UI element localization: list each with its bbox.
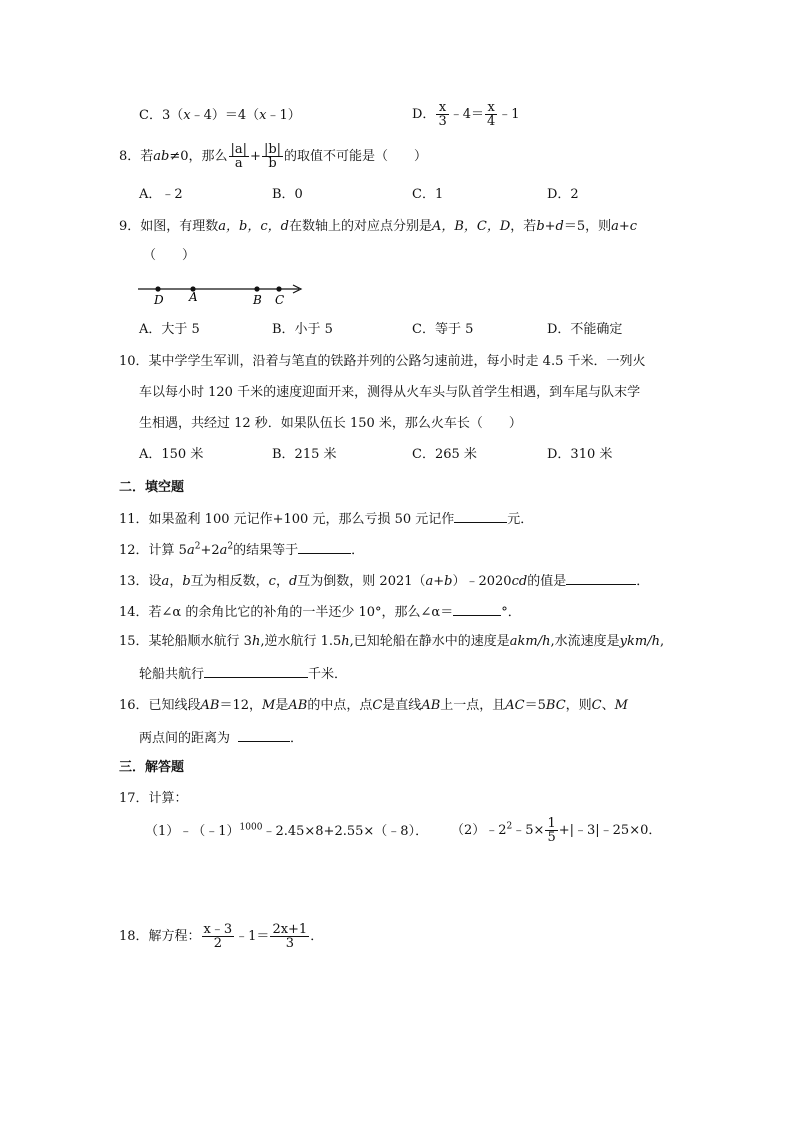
label-d: D [154, 293, 164, 307]
label-c: C [275, 293, 285, 307]
q9-answer-paren: （ ） [143, 248, 196, 263]
q8-option-d[interactable]: D．2 [547, 187, 579, 202]
fraction: $\frac{x}{3}$ [438, 100, 447, 129]
label-a: A [189, 290, 198, 304]
question-15-line-2: 轮船共航行 千米． [139, 667, 348, 682]
point-c [276, 286, 281, 291]
answer-blank[interactable] [238, 729, 290, 742]
answer-blank[interactable] [453, 603, 501, 616]
fraction: $\frac{1}{5}$ [547, 816, 556, 845]
q8-option-b[interactable]: B．0 [272, 187, 303, 202]
q9-option-a[interactable]: A．大于 5 [139, 322, 200, 337]
answer-blank[interactable] [566, 572, 636, 585]
question-17-title: 17．计算： [119, 791, 188, 806]
q7-option-c[interactable]: C．3（x﹣4）＝4（x﹣1） [139, 108, 301, 123]
q10-option-b[interactable]: B．215 米 [272, 447, 337, 462]
fraction: $\frac{x}{4}$ [487, 100, 496, 129]
section-fill-in-heading: 二．填空题 [119, 480, 185, 495]
answer-blank[interactable] [454, 510, 507, 523]
q10-line-1: 10．某中学学生军训，沿着与笔直的铁路并列的公路匀速前进，每小时走 4.5 千米．一列火 [119, 354, 646, 369]
point-d [155, 286, 160, 291]
number-line-figure [136, 280, 306, 308]
question-13: 13．设a，b互为相反数，c，d互为倒数，则 2021（a+b）﹣2020cd的值是 ． [119, 574, 650, 589]
q9-option-b[interactable]: B．小于 5 [272, 322, 333, 337]
question-17-part-2: $(2)﹣2^2﹣5\times$ $\frac{1}{5}$ +|﹣3|﹣25×0． [451, 816, 662, 845]
question-8: 8．若ab≠0，那么 $\frac{|a|}{a}$ + $\frac{|b|}{b}$ 的取值不可能是（ ） [119, 142, 428, 171]
section-solve-heading: 三．解答题 [119, 760, 185, 775]
question-9: 9．如图，有理数a，b，c，d在数轴上的对应点分别是A，B，C，D，若b+d＝5，则a+c [119, 219, 638, 234]
answer-blank[interactable] [298, 541, 351, 554]
question-14: 14．若∠α 的余角比它的补角的一半还少 10°，那么∠α＝ °． [119, 605, 521, 620]
fraction: $\frac{x﹣3}{2}$ [203, 922, 233, 951]
q10-line-2: 车以每小时 120 千米的速度迎面开来，测得从火车头与队首学生相遇，到车尾与队末学 [139, 385, 641, 400]
q10-option-c[interactable]: C．265 米 [412, 447, 477, 462]
question-11: 11．如果盈利 100 元记作+100 元，那么亏损 50 元记作 元． [119, 512, 534, 527]
question-18: 18．解方程： $\frac{x﹣3}{2}$ ﹣1＝ $\frac{2x+1}{3}$ ． [119, 922, 324, 951]
point-b [254, 286, 259, 291]
fraction: $\frac{|a|}{a}$ [230, 142, 248, 171]
q9-option-d[interactable]: D．不能确定 [547, 322, 623, 337]
q10-line-3: 生相遇，共经过 12 秒．如果队伍长 150 米，那么火车长（ ） [139, 416, 522, 431]
question-16-line-2: 两点间的距离为 ． [139, 731, 304, 746]
question-16-line-1: 16．已知线段AB＝12，M是AB的中点，点C是直线AB上一点，且AC＝5BC，则C、M [119, 698, 628, 713]
question-12: 12．计算 $5a^2+2a^2$的结果等于 ． [119, 541, 365, 558]
question-17-part-1: （1）﹣（﹣1）$^{1000}$﹣2.45×8+2.55×（﹣8）． [145, 822, 429, 839]
q10-option-d[interactable]: D．310 米 [547, 447, 613, 462]
answer-blank[interactable] [204, 665, 308, 678]
q10-option-a[interactable]: A．150 米 [139, 447, 204, 462]
fraction: $\frac{2x+1}{3}$ [272, 922, 308, 951]
label-b: B [253, 293, 262, 307]
question-15-line-1: 15．某轮船顺水航行 3h,逆水航行 1.5h,已知轮船在静水中的速度是akm/h,水流速度是ykm/h, [119, 634, 665, 649]
q9-option-c[interactable]: C．等于 5 [412, 322, 474, 337]
q8-option-c[interactable]: C．1 [412, 187, 444, 202]
q8-option-a[interactable]: A．﹣2 [139, 187, 183, 202]
fraction: $\frac{|b|}{b}$ [263, 142, 282, 171]
q7-option-d[interactable]: D． $\frac{x}{3}$ ﹣4＝ $\frac{x}{4}$ ﹣1 [412, 100, 520, 129]
